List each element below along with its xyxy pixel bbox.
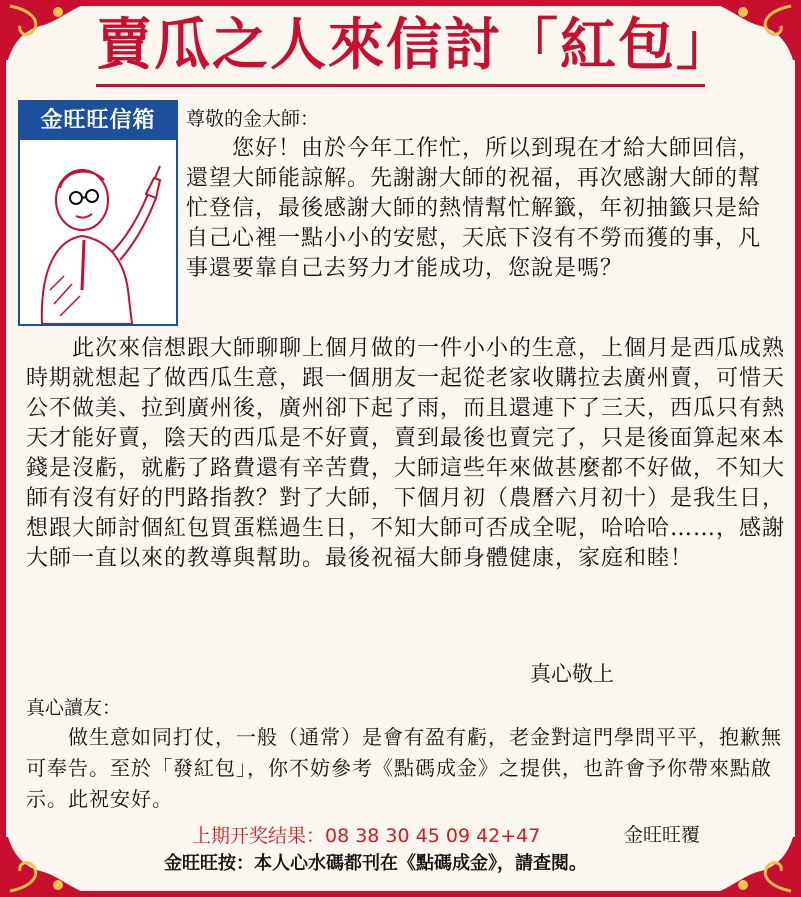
reply-paragraph: 做生意如同打仗，一般（通常）是會有盈有虧，老金對這門學問平平，抱歉無可奉告。至於「發紅包」，你不妨參考《點碼成金》之提供，也許會予你帶來點啟示。此祝安好。 [26,725,782,811]
cartoon-man-icon [20,140,176,324]
letter-signoff: 真心敬上 [530,662,614,686]
column-label: 金旺旺信箱 [20,102,176,140]
reply-greeting: 真心讀友： [26,697,122,719]
lottery-result: 上期开奖结果：08 38 30 45 09 42+47 [192,825,541,847]
letter-paragraph: 您好！由於今年工作忙，所以到現在才給大師回信，還望大師能諒解。先謝謝大師的祝福，再次感謝大師的幫忙登信，最後感謝大師的熱情幫忙解籤，年初抽籤只是給自己心裡一點小小的安慰，天底下沒有不勞而獲的事，凡事還要靠自己去努力才能成功，您說是嗎？ [186,136,762,281]
reply-signature: 金旺旺覆 [624,824,701,846]
article-title: 賣瓜之人來信討「紅包」 [96,12,734,78]
column-logo [18,100,178,326]
letter-paragraph: 此次來信想跟大師聊聊上個月做的一件小小的生意，上個月是西瓜成熟時期就想起了做西瓜生意，跟一個朋友一起從老家收購拉去廣州賣，可惜天公不做美、拉到廣州後，廣州卻下起了雨，而且還連下了三天，西瓜只有熱天才能好賣，陰天的西瓜是不好賣，賣到最後也賣完了，只是後面算起來本錢是沒虧，就虧了路費還有辛苦費，大師這些年來做甚麼都不好做，不知大師有沒有好的門路指教？對了大師，下個月初（農曆六月初十）是我生日，想跟大師討個紅包買蛋糕過生日，不知大師可否成全呢，哈哈哈……，感謝大師一直以來的教導與幫助。最後祝福大師身體健康，家庭和睦！ [26,336,786,571]
corner-ornament-icon [705,837,801,897]
title-underline [96,84,705,87]
footer-note: 金旺旺按：本人心水碼都刊在《點碼成金》，請查閱。 [164,853,587,874]
letter-salutation: 尊敬的金大師： [186,108,320,130]
corner-ornament-icon [0,0,96,60]
corner-ornament-icon [0,837,96,897]
